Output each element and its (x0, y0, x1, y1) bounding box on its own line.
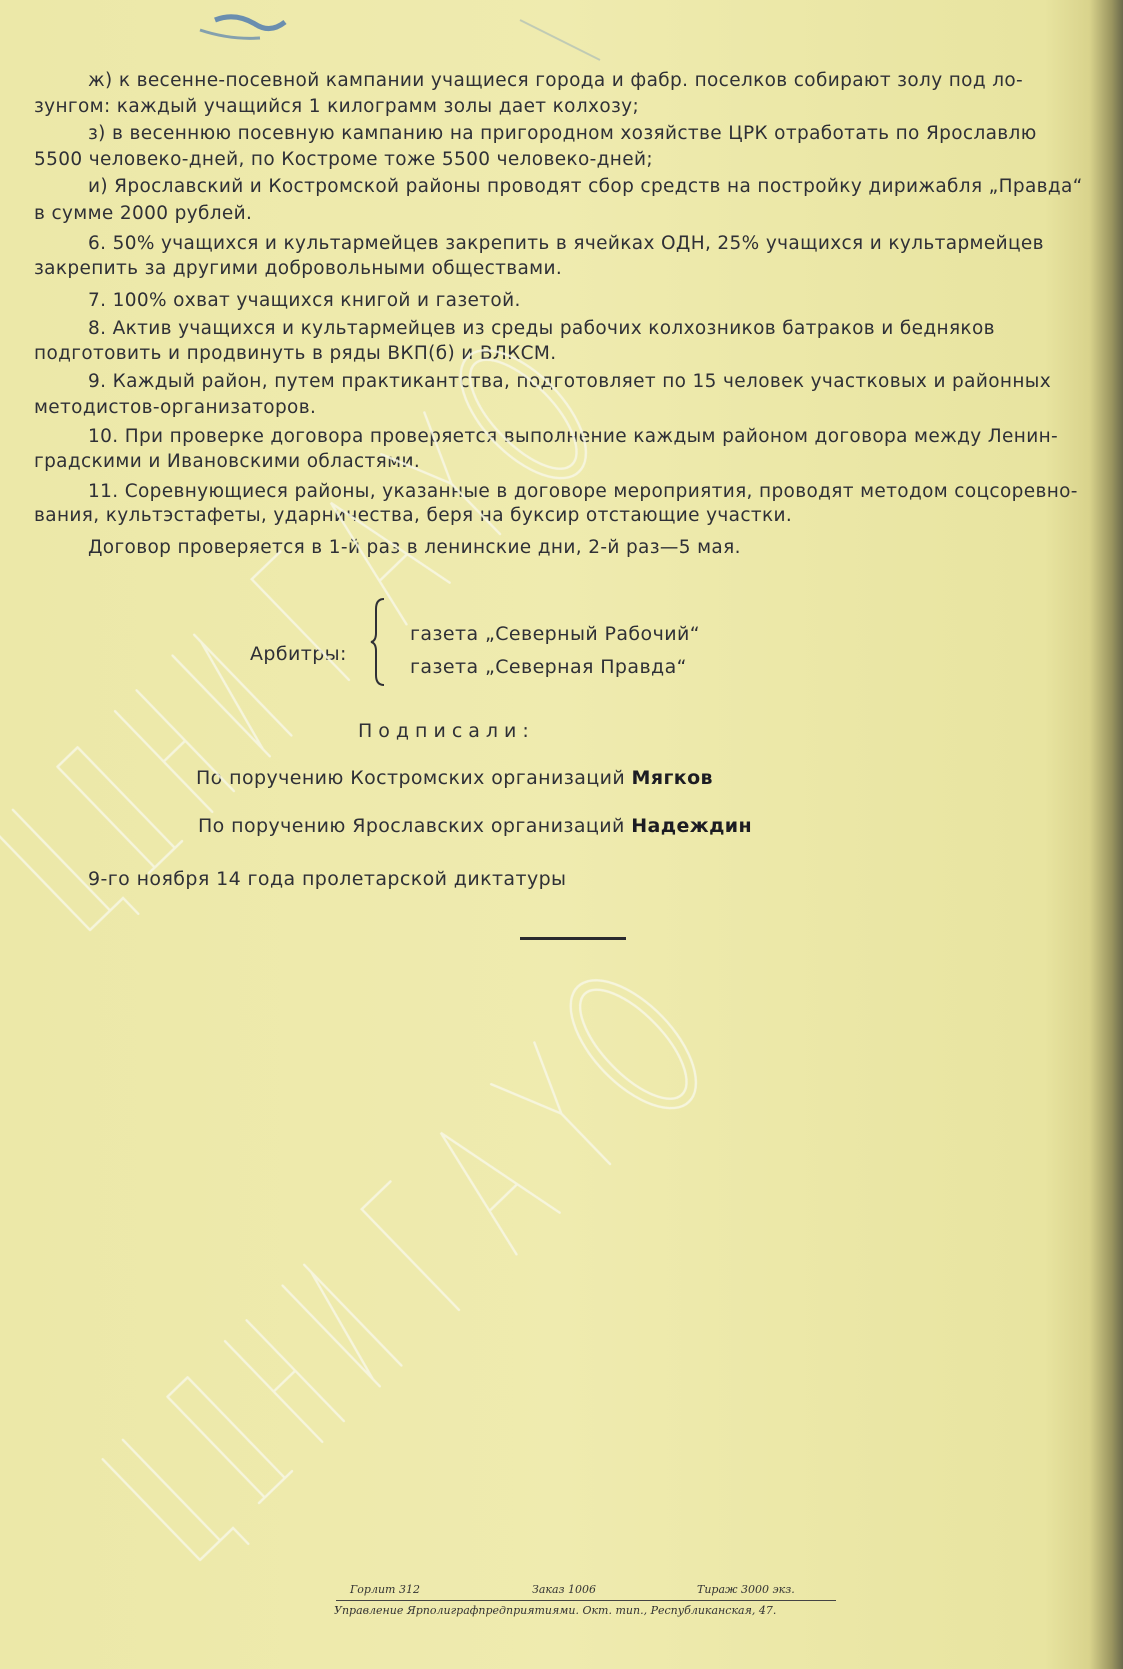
para-i-line-1: и) Ярославский и Костромской районы проводят сбор средств на постройку дирижабля „Правда“ (88, 176, 1083, 197)
para-check-line-1: Договор проверяется в 1-й раз в ленинские дни, 2-й раз—5 мая. (88, 537, 741, 558)
para-9-line-2: методистов-организаторов. (34, 397, 317, 418)
closing-rule (520, 937, 626, 940)
para-11-line-2: вания, культэстафеты, ударничества, беря на буксир отстающие участки. (34, 505, 793, 526)
para-zh-line-2: зунгом: каждый учащийся 1 килограмм золы дает колхозу; (34, 96, 640, 117)
signature-kostroma (196, 765, 713, 791)
signature-yaroslavl (198, 813, 752, 839)
signature-kostroma-text: По поручению Костромских организаций (196, 767, 626, 789)
arbiters-label: Арбитры: (250, 643, 347, 665)
footer-rule (336, 1600, 836, 1601)
arbiters-brace (370, 597, 390, 687)
footer-publisher: Управление Ярполиграфпредприятиями. Окт. тип., Республиканская, 47. (334, 1604, 777, 1617)
para-6-line-1: 6. 50% учащихся и культармейцев закрепить в ячейках ОДН, 25% учащихся и культармейцев (88, 233, 1044, 254)
footer-gorlit: Горлит 312 (350, 1583, 420, 1596)
para-6-line-2: закрепить за другими добровольными обществами. (34, 258, 563, 279)
para-8-line-2: подготовить и продвинуть в ряды ВКП(б) и ВЛКСМ. (34, 343, 557, 364)
para-9-line-1: 9. Каждый район, путем практикантства, подготовляет по 15 человек участковых и районных (88, 371, 1052, 392)
para-10-line-1: 10. При проверке договора проверяется выполнение каждым районом договора между Ленин- (88, 426, 1059, 447)
para-z-line-1: з) в весеннюю посевную кампанию на пригородном хозяйстве ЦРК отработать по Ярославлю (88, 123, 1037, 144)
para-11-line-1: 11. Соревнующиеся районы, указанные в договоре мероприятия, проводят методом соцсоревно- (88, 481, 1078, 502)
para-z-line-2: 5500 человеко-дней, по Костроме тоже 5500 человеко-дней; (34, 149, 653, 170)
para-8-line-1: 8. Актив учащихся и культармейцев из среды рабочих колхозников батраков и бедняков (88, 318, 995, 339)
signature-yaroslavl-text: По поручению Ярославских организаций (198, 815, 625, 837)
arbiter-1: газета „Северный Рабочий“ (410, 623, 700, 645)
signature-yaroslavl-name: Надеждин (631, 815, 753, 837)
signature-date: 9-го ноября 14 года пролетарской диктатуры (88, 868, 567, 890)
signature-kostroma-name: Мягков (631, 767, 713, 789)
arbiter-2: газета „Северная Правда“ (410, 656, 687, 678)
para-10-line-2: градскими и Ивановскими областями. (34, 451, 421, 472)
footer-print-run: Тираж 3000 экз. (697, 1583, 795, 1596)
footer-order: Заказ 1006 (532, 1583, 597, 1596)
para-7-line-1: 7. 100% охват учащихся книгой и газетой. (88, 290, 521, 311)
para-i-line-2: в сумме 2000 рублей. (34, 203, 253, 224)
signed-heading: Подписали: (358, 720, 535, 742)
para-zh-line-1: ж) к весенне-посевной кампании учащиеся города и фабр. поселков собирают золу под ло- (88, 70, 1024, 91)
